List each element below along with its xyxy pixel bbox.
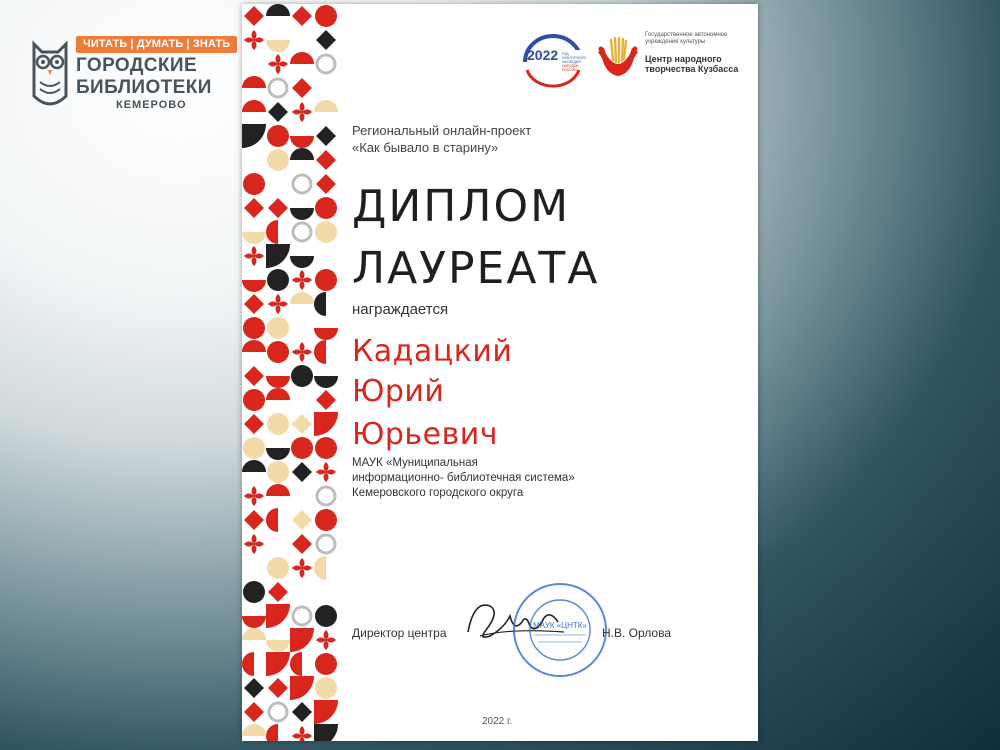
ornament-tile: [290, 136, 314, 148]
ornament-tile: [316, 462, 336, 482]
library-name-line2: БИБЛИОТЕКИ: [76, 77, 212, 98]
ornament-tile: [314, 340, 326, 364]
ornament-tile: [244, 510, 264, 530]
recipient-patronymic: Юрьевич: [352, 417, 498, 452]
ornament-tile: [244, 486, 264, 506]
ornament-tile: [242, 724, 266, 736]
ornament-tile: [292, 414, 312, 434]
ornament-tile: [243, 581, 265, 603]
diploma-page: [242, 4, 758, 741]
ornament-tile: [290, 676, 314, 700]
ornament-tile: [290, 52, 314, 64]
ornament-tile: [315, 197, 337, 219]
ornament-tile: [291, 365, 313, 387]
ornament-tile: [292, 702, 312, 722]
org-line-2: информационно- библиотечная система»: [352, 472, 575, 484]
project-line-2: «Как бывало в старину»: [352, 140, 499, 155]
center-organization-type: Государственное автономное учреждение культуры: [645, 32, 728, 45]
ornament-tile: [314, 292, 326, 316]
ornament-tile: [290, 292, 314, 304]
library-city: КЕМЕРОВО: [116, 99, 187, 111]
owl-icon: [28, 34, 72, 112]
ornament-tile: [244, 294, 264, 314]
ornament-tile: [290, 148, 314, 160]
ornament-tile: [266, 508, 278, 532]
ornament-tile: [292, 726, 312, 741]
ornament-tile: [266, 640, 290, 652]
ornament-tile: [316, 174, 336, 194]
ornament-tile: [244, 6, 264, 26]
ornament-tile: [266, 220, 278, 244]
ornament-tile: [314, 100, 338, 112]
ornament-tile: [292, 78, 312, 98]
ornament-tile: [292, 102, 312, 122]
ornament-tile: [269, 703, 287, 721]
ornament-tile: [268, 678, 288, 698]
library-name-line1: ГОРОДСКИЕ: [76, 55, 198, 76]
ornament-tile: [266, 484, 290, 496]
ornament-tile: [268, 198, 288, 218]
ornament-tile: [268, 582, 288, 602]
svg-text:ГОД: ГОД: [562, 52, 569, 56]
ornament-tile: [242, 652, 254, 676]
ornament-tile: [314, 412, 338, 436]
library-tagline: ЧИТАТЬ | ДУМАТЬ | ЗНАТЬ: [76, 36, 237, 53]
ornament-tile: [244, 246, 264, 266]
ornament-tile: [292, 510, 312, 530]
ornament-tile: [242, 76, 266, 88]
awarded-label: награждается: [352, 301, 449, 318]
ornament-tile: [314, 724, 338, 741]
ornament-tile: [267, 269, 289, 291]
director-label: Директор центра: [352, 626, 447, 640]
ornament-tile: [315, 221, 337, 243]
ornament-tile: [269, 79, 287, 97]
folk-ornament-border: [242, 4, 338, 741]
ornament-tile: [315, 677, 337, 699]
ornament-tile: [292, 270, 312, 290]
issue-date: 2022 г.: [482, 716, 513, 727]
ornament-tile: [266, 448, 290, 460]
ornament-tile: [292, 558, 312, 578]
ornament-tile: [317, 487, 335, 505]
svg-text:НАСЛЕДИЯ: НАСЛЕДИЯ: [562, 60, 581, 64]
ornament-tile: [266, 376, 290, 388]
org-line-1: МАУК «Муниципальная: [352, 457, 478, 469]
ornament-tile: [267, 125, 289, 147]
ornament-tile: [316, 30, 336, 50]
ornament-tile: [315, 437, 337, 459]
ornament-tile: [292, 342, 312, 362]
project-description: [352, 122, 531, 156]
ornament-tile: [293, 175, 311, 193]
ornament-tile: [315, 509, 337, 531]
ornament-tile: [290, 256, 314, 268]
ornament-tile: [266, 244, 290, 268]
svg-text:НАРОДОВ: НАРОДОВ: [562, 64, 579, 68]
ornament-tile: [315, 605, 337, 627]
ornament-tile: [243, 389, 265, 411]
ornament-tile: [314, 328, 338, 340]
ornament-tile: [266, 40, 290, 52]
ornament-tile: [316, 150, 336, 170]
library-logo: [28, 32, 231, 114]
ornament-tile: [243, 437, 265, 459]
ornament-tile: [315, 653, 337, 675]
ornament-tile: [242, 616, 266, 628]
project-line-1: Региональный онлайн-проект: [352, 123, 532, 138]
ornament-tile: [242, 124, 266, 148]
recipient-last-name: Кадацкий: [352, 334, 513, 369]
org-line-3: Кемеровского городского округа: [352, 487, 524, 499]
ornament-tile: [242, 340, 266, 352]
ornament-tile: [244, 198, 264, 218]
ornament-tile: [244, 678, 264, 698]
svg-text:КУЛЬТУРНОГО: КУЛЬТУРНОГО: [562, 56, 587, 60]
recipient-first-name: Юрий: [352, 374, 445, 409]
ornament-tile: [291, 437, 313, 459]
ornament-tile: [242, 460, 266, 472]
ornament-tile: [293, 607, 311, 625]
title-line-1: ДИПЛОМ: [352, 181, 571, 232]
ornament-tile: [290, 208, 314, 220]
ornament-tile: [317, 535, 335, 553]
ornament-tile: [267, 461, 289, 483]
ornament-tile: [268, 294, 288, 314]
ornament-tile: [242, 100, 266, 112]
ornament-tile: [317, 55, 335, 73]
stamp-text: МАУК «ЦНТК»: [533, 621, 587, 630]
ornament-tile: [244, 534, 264, 554]
ornament-tile: [315, 269, 337, 291]
ornament-tile: [314, 556, 326, 580]
center-organization-name: Центр народного творчества Кузбасса: [645, 54, 739, 74]
ornament-tile: [242, 280, 266, 292]
svg-text:РОССИИ: РОССИИ: [562, 68, 577, 72]
ornament-tile: [244, 702, 264, 722]
ornament-tile: [266, 724, 278, 741]
year-logo-number: 2022: [527, 47, 559, 63]
ornament-tile: [242, 628, 266, 640]
ornament-tile: [266, 604, 290, 628]
year-of-heritage-logo: [517, 32, 589, 92]
ornament-tile: [244, 414, 264, 434]
director-name: Н.В. Орлова: [602, 626, 671, 640]
ornament-tile: [267, 317, 289, 339]
ornament-tile: [290, 628, 314, 652]
ornament-tile: [267, 413, 289, 435]
recipient-organization: [352, 456, 575, 501]
ornament-tile: [268, 54, 288, 74]
title-line-2: ЛАУРЕАТА: [352, 243, 600, 294]
ornament-tile: [266, 652, 290, 676]
diploma-title: [352, 176, 599, 300]
ornament-tile: [316, 630, 336, 650]
ornament-tile: [268, 102, 288, 122]
ornament-tile: [316, 390, 336, 410]
ornament-tile: [292, 462, 312, 482]
official-stamp: [510, 580, 610, 680]
ornament-tile: [267, 557, 289, 579]
ornament-tile: [266, 4, 290, 16]
folk-art-center-logo: [594, 34, 642, 84]
ornament-tile: [266, 388, 290, 400]
ornament-tile: [293, 223, 311, 241]
ornament-tile: [292, 6, 312, 26]
ornament-tile: [315, 5, 337, 27]
ornament-tile: [290, 652, 302, 676]
ornament-tile: [243, 173, 265, 195]
ornament-tile: [243, 317, 265, 339]
ornament-tile: [314, 700, 338, 724]
ornament-tile: [244, 366, 264, 386]
ornament-tile: [267, 149, 289, 171]
ornament-tile: [267, 341, 289, 363]
ornament-tile: [242, 232, 266, 244]
ornament-tile: [314, 376, 338, 388]
ornament-tile: [316, 126, 336, 146]
ornament-tile: [244, 30, 264, 50]
ornament-tile: [292, 534, 312, 554]
